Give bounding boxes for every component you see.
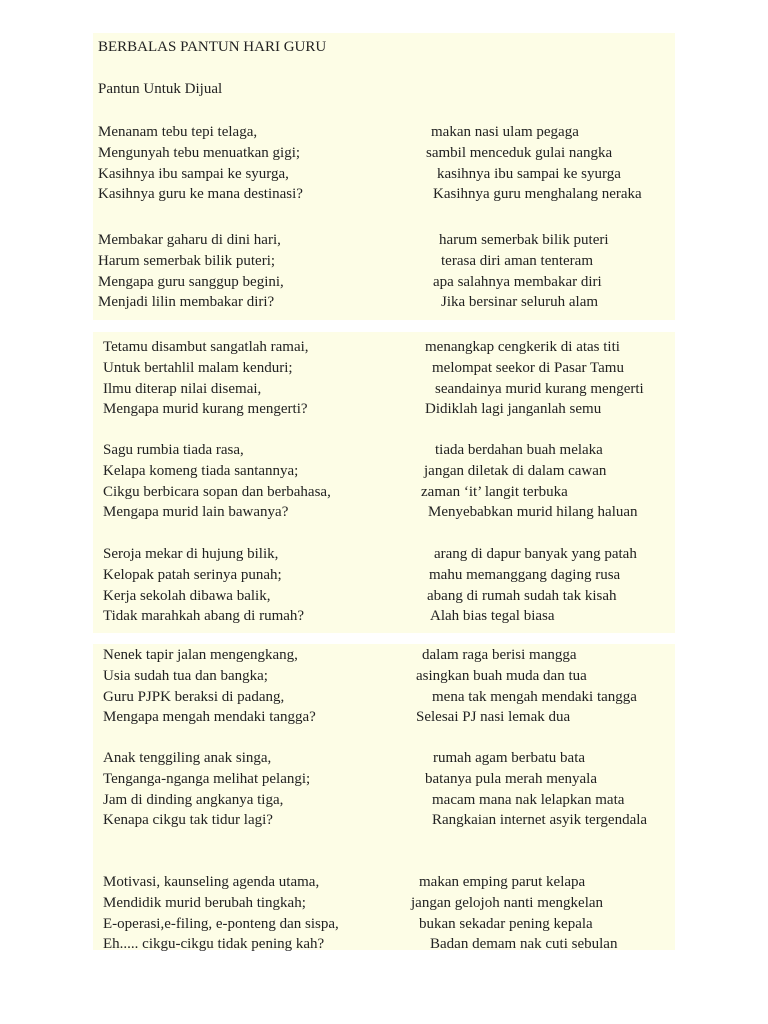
pantun-line-right: Menyebabkan murid hilang haluan <box>428 504 638 520</box>
pantun-line-right: melompat seekor di Pasar Tamu <box>432 360 624 376</box>
pantun-line-left: Harum semerbak bilik puteri; <box>98 253 276 269</box>
pantun-line-left: Anak tenggiling anak singa, <box>103 750 272 766</box>
pantun-line-right: abang di rumah sudah tak kisah <box>427 588 617 604</box>
pantun-line-right: Didiklah lagi janganlah semu <box>425 401 602 417</box>
pantun-line-left: Mengapa murid lain bawanya? <box>103 504 289 520</box>
document-title: BERBALAS PANTUN HARI GURU <box>98 39 327 55</box>
pantun-line-right: dalam raga berisi mangga <box>422 647 577 663</box>
pantun-line-right: tiada berdahan buah melaka <box>435 442 603 458</box>
pantun-line-left: Nenek tapir jalan mengengkang, <box>103 647 298 663</box>
pantun-line-right: menangkap cengkerik di atas titi <box>425 339 620 355</box>
pantun-line-right: terasa diri aman tenteram <box>441 253 594 269</box>
pantun-line-left: Guru PJPK beraksi di padang, <box>103 689 285 705</box>
pantun-line-left: Kelapa komeng tiada santannya; <box>103 463 299 479</box>
pantun-line-right: jangan gelojoh nanti mengkelan <box>411 895 604 911</box>
pantun-line-left: Seroja mekar di hujung bilik, <box>103 546 279 562</box>
pantun-line-left: E-operasi,e-filing, e-ponteng dan sispa, <box>103 916 339 932</box>
pantun-line-right: bukan sekadar pening kepala <box>419 916 593 932</box>
pantun-line-right: Kasihnya guru menghalang neraka <box>433 186 642 202</box>
pantun-line-right: Selesai PJ nasi lemak dua <box>416 709 571 725</box>
pantun-line-left: Mengapa guru sanggup begini, <box>98 274 284 290</box>
pantun-line-right: makan nasi ulam pegaga <box>431 124 579 140</box>
pantun-line-right: Jika bersinar seluruh alam <box>441 294 599 310</box>
pantun-line-right: rumah agam berbatu bata <box>433 750 586 766</box>
pantun-line-left: Mengapa murid kurang mengerti? <box>103 401 308 417</box>
pantun-line-right: kasihnya ibu sampai ke syurga <box>437 166 621 182</box>
pantun-line-left: Tidak marahkah abang di rumah? <box>103 608 305 624</box>
pantun-line-right: sambil menceduk gulai nangka <box>426 145 613 161</box>
pantun-line-right: apa salahnya membakar diri <box>433 274 602 290</box>
pantun-line-left: Motivasi, kaunseling agenda utama, <box>103 874 320 890</box>
pantun-line-right: arang di dapur banyak yang patah <box>434 546 637 562</box>
pantun-line-left: Membakar gaharu di dini hari, <box>98 232 281 248</box>
pantun-line-left: Cikgu berbicara sopan dan berbahasa, <box>103 484 331 500</box>
pantun-line-right: mahu memanggang daging rusa <box>429 567 621 583</box>
pantun-line-left: Jam di dinding angkanya tiga, <box>103 792 284 808</box>
pantun-line-right: Rangkaian internet asyik tergendala <box>432 812 648 828</box>
pantun-line-left: Ilmu diterap nilai disemai, <box>103 381 262 397</box>
pantun-line-left: Tenganga-nganga melihat pelangi; <box>103 771 311 787</box>
pantun-line-left: Mengunyah tebu menuatkan gigi; <box>98 145 301 161</box>
pantun-line-left: Sagu rumbia tiada rasa, <box>103 442 244 458</box>
pantun-line-right: harum semerbak bilik puteri <box>439 232 609 248</box>
pantun-line-right: Alah bias tegal biasa <box>430 608 555 624</box>
pantun-line-right: jangan diletak di dalam cawan <box>424 463 607 479</box>
pantun-line-right: makan emping parut kelapa <box>419 874 586 890</box>
pantun-line-left: Usia sudah tua dan bangka; <box>103 668 268 684</box>
pantun-line-right: asingkan buah muda dan tua <box>416 668 587 684</box>
document-subtitle: Pantun Untuk Dijual <box>98 81 223 97</box>
pantun-line-right: zaman ‘it’ langit terbuka <box>421 484 568 500</box>
pantun-line-left: Kerja sekolah dibawa balik, <box>103 588 271 604</box>
pantun-line-left: Kenapa cikgu tak tidur lagi? <box>103 812 273 828</box>
pantun-line-left: Untuk bertahlil malam kenduri; <box>103 360 293 376</box>
pantun-line-right: macam mana nak lelapkan mata <box>432 792 625 808</box>
pantun-line-left: Menanam tebu tepi telaga, <box>98 124 258 140</box>
pantun-line-left: Kelopak patah serinya punah; <box>103 567 282 583</box>
pantun-line-left: Eh..... cikgu-cikgu tidak pening kah? <box>103 936 325 952</box>
pantun-line-right: batanya pula merah menyala <box>425 771 598 787</box>
pantun-line-left: Tetamu disambut sangatlah ramai, <box>103 339 309 355</box>
pantun-line-right: Badan demam nak cuti sebulan <box>430 936 618 952</box>
pantun-line-right: mena tak mengah mendaki tangga <box>432 689 637 705</box>
pantun-line-right: seandainya murid kurang mengerti <box>435 381 644 397</box>
pantun-line-left: Kasihnya ibu sampai ke syurga, <box>98 166 289 182</box>
pantun-line-left: Menjadi lilin membakar diri? <box>98 294 275 310</box>
pantun-line-left: Mendidik murid berubah tingkah; <box>103 895 306 911</box>
pantun-line-left: Mengapa mengah mendaki tangga? <box>103 709 316 725</box>
pantun-line-left: Kasihnya guru ke mana destinasi? <box>98 186 303 202</box>
